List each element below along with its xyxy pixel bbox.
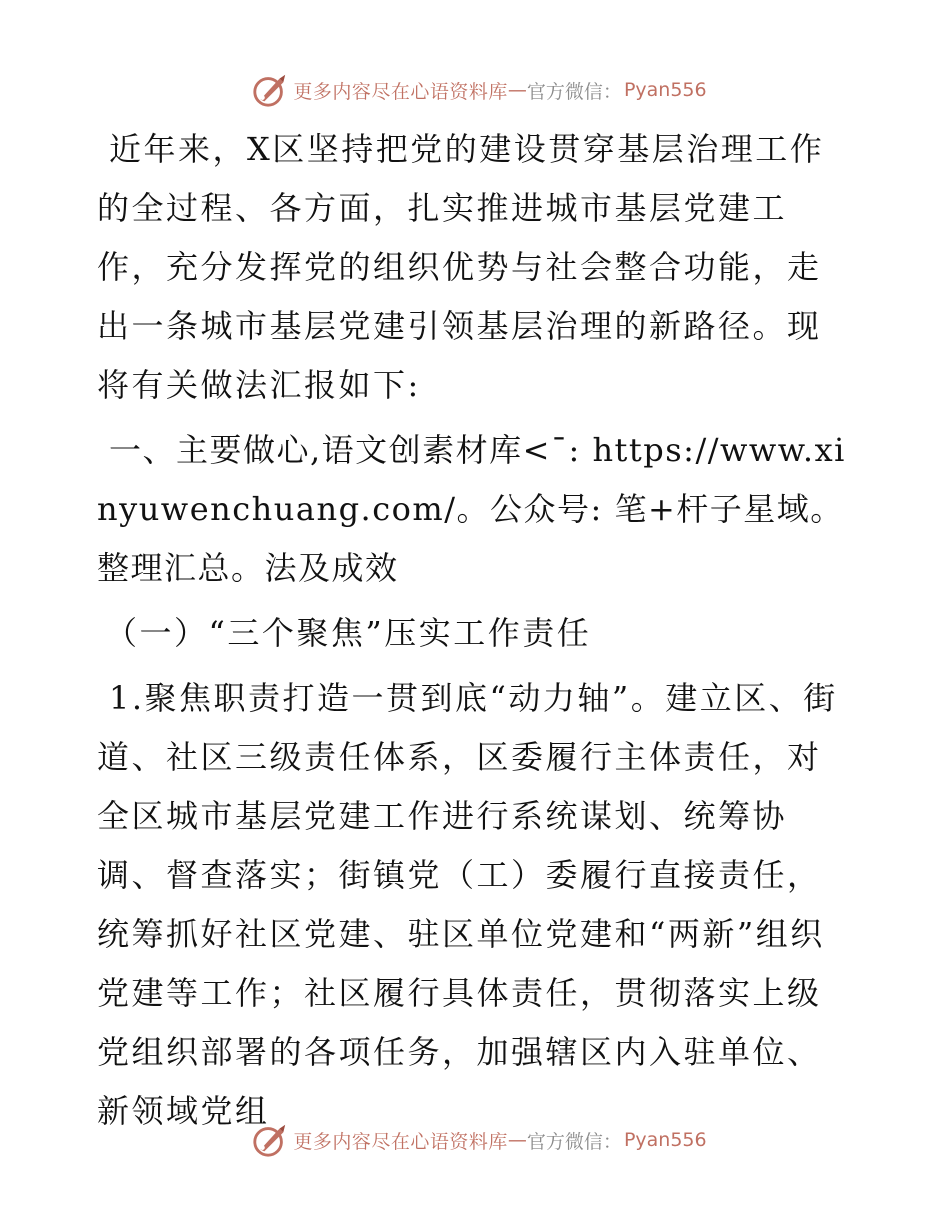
- banner-wechat-id: Pyan556: [623, 79, 707, 101]
- header-watermark-banner: [0, 68, 950, 112]
- quill-pen-logo-icon: [251, 71, 289, 109]
- body-paragraph: 1.聚焦职责打造一贯到底“动力轴”。建立区、街道、社区三级责任体系，区委履行主体责任，对全区城市基层党建工作进行系统谋划、统筹协调、督查落实；街镇党（工）委履行直接责任，统筹抓好社区党建、驻区单位党建和“两新”组织党建等工作；社区履行具体责任，贯彻落实上级党组织部署的各项任务，加强辖区内入驻单位、新领域党组: [97, 679, 838, 1130]
- banner-slogan: 更多内容尽在心语资料库: [293, 80, 508, 103]
- banner-slogan: 更多内容尽在心语资料库: [293, 1130, 508, 1153]
- banner-wechat-label: 官方微信：: [526, 1130, 622, 1153]
- footer-watermark-banner: [0, 1118, 950, 1162]
- banner-wechat-id: Pyan556: [623, 1129, 707, 1151]
- intro-paragraph: 近年来，X区坚持把党的建设贯穿基层治理工作的全过程、各方面，扎实推进城市基层党建工作，充分发挥党的组织优势与社会整合功能，走出一条城市基层党建引领基层治理的新路径。现将有关做法汇报如下:: [97, 130, 825, 404]
- quill-pen-logo-icon: [251, 1121, 289, 1159]
- banner-dash: —: [507, 79, 527, 101]
- banner-dash: —: [507, 1129, 527, 1151]
- subsection-heading: （一）“三个聚焦”压实工作责任: [105, 614, 592, 652]
- banner-wechat-label: 官方微信：: [526, 80, 622, 103]
- document-body: [97, 120, 853, 1141]
- section-heading-paragraph: 一、主要做心,语文创素材库<¯: https://www.xinyuwenchuang.com/。公众号: 笔+杆子星域。整理汇总。法及成效: [97, 431, 846, 587]
